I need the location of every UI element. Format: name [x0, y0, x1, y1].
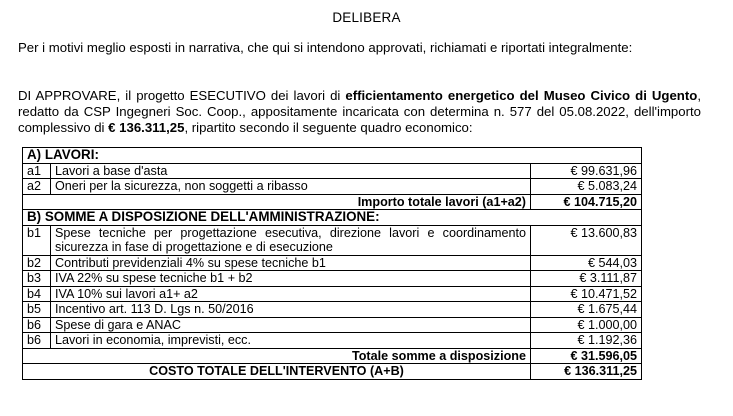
table-row — [23, 163, 642, 179]
row-code: b2 — [23, 255, 51, 271]
total-lavori-amount: € 104.715,20 — [531, 194, 642, 210]
row-description: IVA 10% sui lavori a1+ a2 — [51, 286, 531, 302]
table-row — [23, 225, 642, 255]
row-amount: € 99.631,96 — [531, 163, 642, 179]
row-code: b6 — [23, 317, 51, 333]
table-row — [23, 286, 642, 302]
row-description: Incentivo art. 113 D. Lgs n. 50/2016 — [51, 302, 531, 318]
quadro-economico-table — [22, 147, 642, 380]
row-code: a1 — [23, 163, 51, 179]
table-row — [23, 333, 642, 349]
section-a-header — [23, 148, 642, 164]
total-amount: € 136.311,25 — [108, 120, 185, 135]
row-amount: € 13.600,83 — [531, 225, 642, 255]
row-amount: € 10.471,52 — [531, 286, 642, 302]
section-a-label: A) LAVORI: — [23, 148, 642, 164]
row-amount: € 1.000,00 — [531, 317, 642, 333]
row-description: IVA 22% su spese tecniche b1 + b2 — [51, 271, 531, 287]
row-amount: € 3.111,87 — [531, 271, 642, 287]
row-code: b3 — [23, 271, 51, 287]
row-description: Lavori a base d'asta — [51, 163, 531, 179]
total-lavori-label: Importo totale lavori (a1+a2) — [23, 194, 531, 210]
row-code: b6 — [23, 333, 51, 349]
row-amount: € 1.675,44 — [531, 302, 642, 318]
row-code: a2 — [23, 179, 51, 195]
document-title: DELIBERA — [332, 10, 401, 25]
total-somme-row — [23, 348, 642, 364]
intro-paragraph: Per i motivi meglio esposti in narrativa, che qui si intendono approvati, richiamati e riportati integralmente: — [18, 40, 633, 55]
section-b-label: B) SOMME A DISPOSIZIONE DELL'AMMINISTRAZIONE: — [23, 210, 642, 226]
row-amount: € 5.083,24 — [531, 179, 642, 195]
section-b-header — [23, 210, 642, 226]
row-code: b4 — [23, 286, 51, 302]
approval-text-2: , redatto da CSP Ingegneri Soc. Coop., appositamente incaricata con determina n. 577 del 05.08.2022, dell'importo complessivo di — [18, 88, 701, 135]
row-description: Lavori in economia, imprevisti, ecc. — [51, 333, 531, 349]
table-row — [23, 255, 642, 271]
approval-text-3: , ripartito secondo il seguente quadro economico: — [184, 120, 473, 135]
total-cost-row — [23, 364, 642, 380]
row-description: Contributi previdenziali 4% su spese tecniche b1 — [51, 255, 531, 271]
table-row — [23, 271, 642, 287]
total-lavori-row — [23, 194, 642, 210]
row-code: b5 — [23, 302, 51, 318]
row-description: Spese tecniche per progettazione esecutiva, direzione lavori e coordinamento sicurezza in fase di progettazione e di esecuzione — [51, 225, 531, 255]
table-row — [23, 317, 642, 333]
row-description: Spese di gara e ANAC — [51, 317, 531, 333]
total-cost-amount: € 136.311,25 — [531, 364, 642, 380]
total-somme-amount: € 31.596,05 — [531, 348, 642, 364]
total-somme-label: Totale somme a disposizione — [23, 348, 531, 364]
row-description: Oneri per la sicurezza, non soggetti a ribasso — [51, 179, 531, 195]
project-name: efficientamento energetico del Museo Civico di Ugento — [345, 88, 698, 103]
row-amount: € 1.192,36 — [531, 333, 642, 349]
approval-text-1: DI APPROVARE, il progetto ESECUTIVO dei lavori di — [18, 88, 346, 103]
table-row — [23, 179, 642, 195]
approval-paragraph — [18, 88, 701, 136]
row-amount: € 544,03 — [531, 255, 642, 271]
table-row — [23, 302, 642, 318]
total-cost-label: COSTO TOTALE DELL'INTERVENTO (A+B) — [23, 364, 531, 380]
row-code: b1 — [23, 225, 51, 255]
